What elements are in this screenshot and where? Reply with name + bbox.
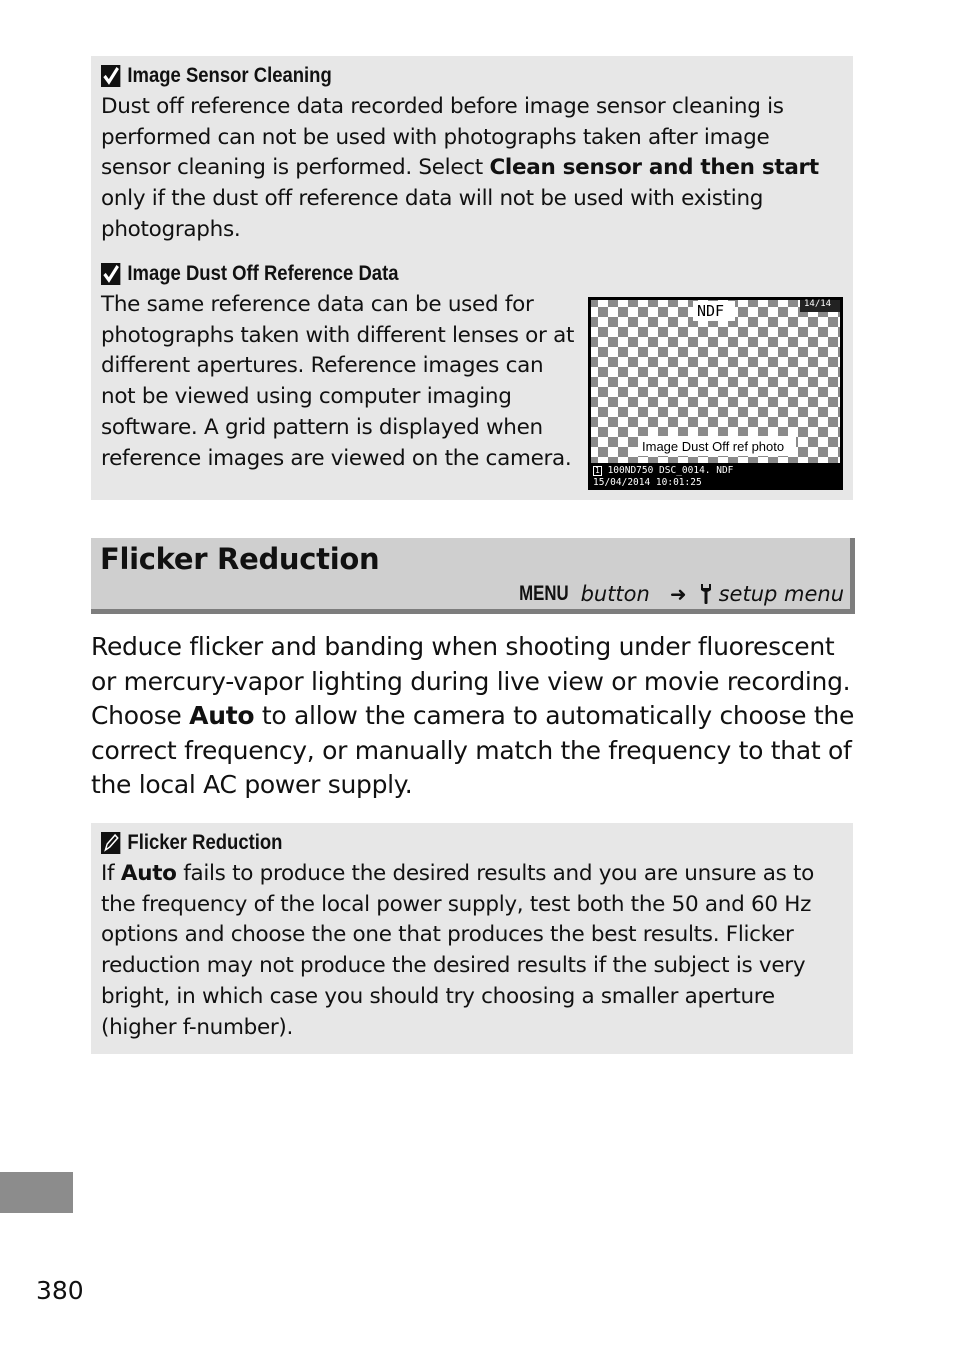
note-body: The same reference data can be used for photographs taken with different lenses or at different apertures. Reference images can not be viewed using computer imaging software. A grid pattern is displayed when reference images are viewed on the camera. — [101, 292, 575, 471]
page-number: 380 — [36, 1276, 84, 1305]
note-flicker-reduction — [91, 823, 853, 1054]
path-button-text: button — [580, 582, 650, 606]
file-info-line — [593, 465, 733, 476]
checkmark-box-icon — [101, 65, 120, 87]
file-name: 100ND750 DSC_0014. NDF — [607, 465, 734, 476]
body-bold-text: Auto — [189, 701, 255, 731]
note-title-row — [101, 829, 754, 857]
body-paragraph — [91, 630, 861, 803]
note-bold-text: Auto — [120, 861, 177, 886]
note-body — [101, 859, 843, 1043]
arrow-icon: ➜ — [669, 582, 687, 606]
note-title: Flicker Reduction — [127, 831, 283, 854]
note-text: only if the dust off reference data will not be used with existing photographs. — [101, 186, 764, 242]
path-menu-text: setup menu — [718, 582, 844, 606]
pencil-box-icon — [101, 832, 120, 854]
note-image-sensor-cleaning — [91, 56, 853, 248]
reference-image-thumbnail — [588, 297, 843, 490]
body-text: to allow the camera to automatically choose the correct frequency, or manually match the frequency to that of the local AC power supply. — [91, 701, 855, 800]
note-bold-text: Clean sensor and then start — [489, 155, 819, 181]
note-text: Dust off reference data recorded before image sensor cleaning is performed can not be used with photographs taken after image sensor cleaning is performed. Select — [101, 94, 784, 181]
note-text: If — [101, 861, 121, 886]
note-title: Image Dust Off Reference Data — [127, 262, 399, 285]
menu-path — [513, 582, 844, 606]
image-caption: Image Dust Off ref photo — [642, 439, 785, 454]
wrench-icon — [699, 583, 713, 605]
ndf-label: NDF — [697, 302, 725, 320]
note-text: fails to produce the desired results and you are unsure as to the frequency of the local power supply, test both the 50 and 60 Hz options and choose the one that produces the best results. Flicker reduction may not produce the desired results if the subject is very bright, in which case you should try choosing a smaller aperture (higher f-number). — [101, 861, 814, 1040]
file-datetime: 15/04/2014 10:01:25 — [593, 477, 702, 488]
section-header — [91, 538, 855, 614]
image-counter: 14/14 — [804, 299, 832, 309]
body-text: Reduce flicker and banding when shooting under fluorescent or mercury-vapor lighting during live view or movie recording. Choose — [91, 632, 851, 731]
menu-button-label: MENU — [518, 582, 569, 605]
note-body — [101, 92, 843, 246]
chapter-tab — [0, 1172, 73, 1213]
section-title: Flicker Reduction — [100, 542, 380, 576]
note-title-row — [101, 260, 754, 288]
checkmark-box-icon — [101, 263, 120, 285]
note-title-row — [101, 62, 754, 90]
note-title: Image Sensor Cleaning — [127, 64, 332, 87]
folder-icon: 1 — [595, 466, 600, 475]
